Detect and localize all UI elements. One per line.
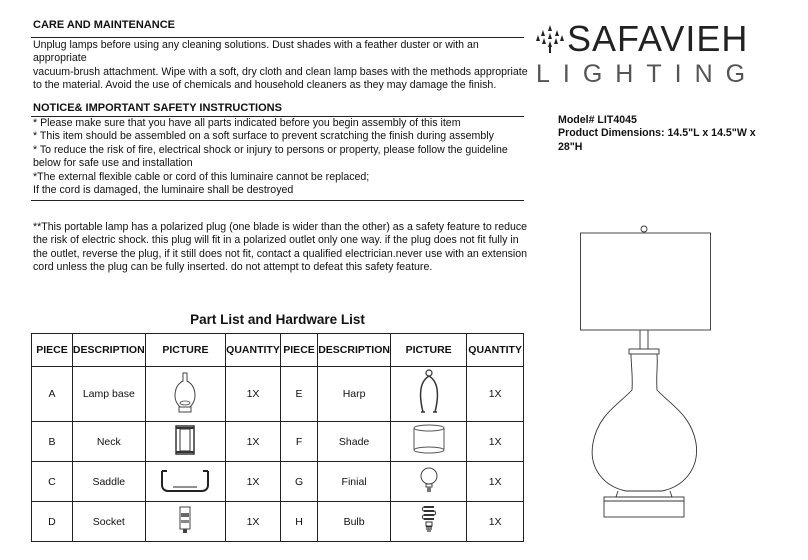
column-header: QUANTITY [467,334,524,367]
picture-cell [390,422,466,462]
care-heading: CARE AND MAINTENANCE [33,19,175,31]
picture-cell [145,502,225,542]
description-cell: Bulb [318,502,391,542]
table-row [32,422,524,462]
column-header: QUANTITY [226,334,281,367]
quantity-cell: 1X [226,502,281,542]
piece-cell: B [32,422,73,462]
piece-cell: F [280,422,317,462]
description-cell: Finial [318,462,391,502]
column-header: PIECE [32,334,73,367]
text-line: If the cord is damaged, the luminaire shall be destroyed [33,184,294,197]
product-info [558,114,756,154]
socket-icon [177,505,193,535]
brand-name: SAFAVIEH [567,18,749,59]
product-dimensions-height: 28"H [558,140,583,153]
text-line: the outlet, reverse the plug, if it still does not fit, contact a qualified electrician.never use with an extension [33,247,528,260]
lamp-illustration [578,225,714,523]
picture-cell [390,502,466,542]
table-row [32,462,524,502]
parts-title: Part List and Hardware List [190,312,365,327]
piece-cell: G [280,462,317,502]
description-cell: Socket [72,502,145,542]
column-header: PIECE [280,334,317,367]
text-line: * To reduce the risk of fire, electrical shock or injury to persons or property, please follow the guideline [33,143,508,156]
quantity-cell: 1X [226,422,281,462]
text-line: Unplug lamps before using any cleaning solutions. Dust shades with a feather duster or with an [33,39,479,51]
harp-icon [415,369,443,417]
text-line: **This portable lamp has a polarized plug (one blade is wider than the other) as a safety feature to reduce [33,221,528,233]
picture-cell [390,462,466,502]
notice-heading: NOTICE& IMPORTANT SAFETY INSTRUCTIONS [33,102,282,114]
text-line: the risk of electric shock. this plug will fit in a polarized outlet only one way. if the plug does not fit fully in [33,234,519,247]
column-header: DESCRIPTION [72,334,145,367]
parts-table [31,333,524,542]
product-dimensions: Product Dimensions: 14.5"L x 14.5"W x [558,127,756,140]
column-header: PICTURE [390,334,466,367]
quantity-cell: 1X [467,367,524,422]
column-header: DESCRIPTION [318,334,391,367]
care-text [33,39,528,93]
picture-cell [390,367,466,422]
description-cell: Saddle [72,462,145,502]
table-row [32,502,524,542]
notice-text [33,117,528,197]
text-line: appropriate [33,52,87,65]
piece-cell: C [32,462,73,502]
picture-cell [145,367,225,422]
model-number: Model# LIT4045 [558,114,637,126]
table-row [32,367,524,422]
text-line: cord unless the plug can be fully inserted. do not attempt to defeat this safety feature. [33,261,433,274]
lamp-base-icon [173,371,197,415]
brand-subtitle: LIGHTING [536,60,759,88]
piece-cell: H [280,502,317,542]
chandelier-icon [534,25,566,53]
description-cell: Lamp base [72,367,145,422]
picture-cell [145,462,225,502]
picture-cell [145,422,225,462]
saddle-icon [159,467,211,493]
quantity-cell: 1X [226,367,281,422]
table-header-row [32,334,524,367]
description-cell: Neck [72,422,145,462]
column-header: PICTURE [145,334,225,367]
description-cell: Harp [318,367,391,422]
piece-cell: D [32,502,73,542]
text-line: below for safe use and installation [33,157,193,170]
text-line: * Please make sure that you have all parts indicated before you begin assembly of this item [33,117,461,129]
polarized-plug-text [33,221,528,275]
description-cell: Shade [318,422,391,462]
quantity-cell: 1X [467,462,524,502]
piece-cell: A [32,367,73,422]
text-line: to the material. Avoid the use of chemicals and household cleaners as they may damage the finish. [33,79,497,92]
piece-cell: E [280,367,317,422]
text-line: vacuum-brush attachment. Wipe with a soft, dry cloth and clean lamp bases with the methods appropriate [33,65,528,78]
neck-icon [173,425,197,455]
divider [31,200,524,201]
quantity-cell: 1X [467,422,524,462]
quantity-cell: 1X [226,462,281,502]
text-line: *The external flexible cable or cord of this luminaire cannot be replaced; [33,170,370,183]
finial-icon [418,467,440,493]
quantity-cell: 1X [467,502,524,542]
brand-logo [534,18,794,102]
shade-icon [412,424,446,456]
divider [31,37,524,38]
text-line: * This item should be assembled on a soft surface to prevent scratching the finish during assembly [33,130,494,143]
bulb-icon [421,505,437,535]
